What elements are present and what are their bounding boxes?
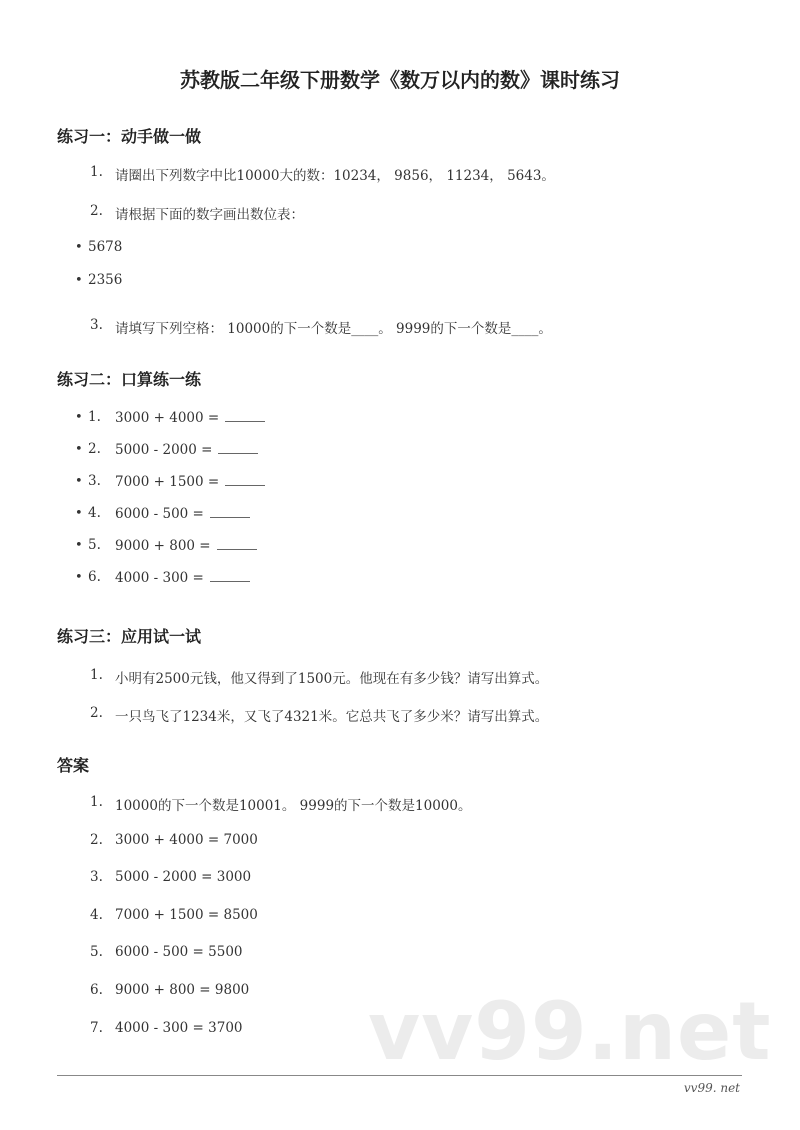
bullet-icon: • — [75, 474, 83, 489]
item-number: 2. — [90, 705, 103, 721]
answer-number: 6. — [90, 982, 103, 998]
item-number: 2. — [90, 203, 103, 219]
answer-blank[interactable] — [217, 537, 257, 550]
answers-heading: 答案 — [57, 756, 90, 775]
item-text: 请填写下列空格： 10000的下一个数是____。 9999的下一个数是____。 — [115, 321, 552, 337]
expression-text: 7000 + 1500 = — [115, 474, 220, 490]
calc-expression — [115, 473, 265, 490]
calc-number: 3. — [88, 473, 101, 489]
answer-text: 3000 + 4000 = 7000 — [115, 831, 258, 848]
answer-text: 6000 - 500 = 5500 — [115, 944, 243, 961]
answer-blank[interactable] — [218, 441, 258, 454]
page-title: 苏教版二年级下册数学《数万以内的数》课时练习 — [180, 68, 620, 92]
expression-text: 6000 - 500 = — [115, 506, 204, 522]
calc-number: 4. — [88, 505, 101, 521]
calc-number: 1. — [88, 409, 101, 425]
item-number: 3. — [90, 317, 103, 333]
footer-text: vv99. net — [683, 1081, 740, 1095]
calc-expression — [115, 409, 265, 426]
section-heading-3: 练习三：应用试一试 — [57, 627, 202, 646]
answer-blank[interactable] — [225, 473, 265, 486]
section-heading-1: 练习一：动手做一做 — [57, 127, 202, 146]
answer-number: 7. — [90, 1019, 103, 1036]
bullet-text: 2356 — [88, 272, 123, 288]
bullet-icon: • — [75, 506, 83, 521]
calc-expression — [115, 569, 250, 586]
calc-number: 2. — [88, 441, 101, 457]
footer-divider — [57, 1075, 742, 1076]
item-text: 请圈出下列数字中比10000大的数：10234， 9856， 11234， 5643。 — [115, 168, 555, 184]
bullet-icon: • — [75, 538, 83, 553]
expression-text: 9000 + 800 = — [115, 538, 211, 554]
item-text: 一只鸟飞了1234米，又飞了4321米。它总共飞了多少米？请写出算式。 — [115, 709, 549, 725]
calc-expression — [115, 537, 257, 554]
bullet-icon: • — [75, 442, 83, 457]
answer-number: 2. — [90, 831, 103, 848]
item-number: 1. — [90, 164, 103, 180]
calc-number: 5. — [88, 537, 101, 553]
bullet-icon: • — [75, 240, 83, 255]
bullet-text: 5678 — [88, 239, 123, 255]
answer-text: 5000 - 2000 = 3000 — [115, 869, 252, 886]
section-heading-2: 练习二：口算练一练 — [57, 370, 202, 389]
expression-text: 3000 + 4000 = — [115, 410, 220, 426]
answer-blank[interactable] — [225, 409, 265, 422]
answer-number: 3. — [90, 869, 103, 886]
item-number: 1. — [90, 667, 103, 683]
answer-blank[interactable] — [210, 505, 250, 518]
answer-text: 10000的下一个数是10001。 9999的下一个数是10000。 — [115, 798, 472, 814]
calc-expression — [115, 505, 250, 522]
answer-text: 7000 + 1500 = 8500 — [115, 906, 258, 923]
answer-text: 4000 - 300 = 3700 — [115, 1019, 243, 1036]
answer-number: 5. — [90, 944, 103, 961]
item-text: 请根据下面的数字画出数位表： — [115, 207, 304, 223]
answer-blank[interactable] — [210, 569, 250, 582]
watermark: vv99.net — [368, 985, 772, 1078]
expression-text: 5000 - 2000 = — [115, 442, 213, 458]
bullet-icon: • — [75, 410, 83, 425]
bullet-icon: • — [75, 273, 83, 288]
bullet-icon: • — [75, 570, 83, 585]
answer-number: 4. — [90, 906, 103, 923]
item-text: 小明有2500元钱，他又得到了1500元。他现在有多少钱？请写出算式。 — [115, 671, 549, 687]
calc-expression — [115, 441, 258, 458]
answer-number: 1. — [90, 794, 103, 810]
expression-text: 4000 - 300 = — [115, 570, 204, 586]
answer-text: 9000 + 800 = 9800 — [115, 982, 250, 998]
calc-number: 6. — [88, 569, 101, 585]
